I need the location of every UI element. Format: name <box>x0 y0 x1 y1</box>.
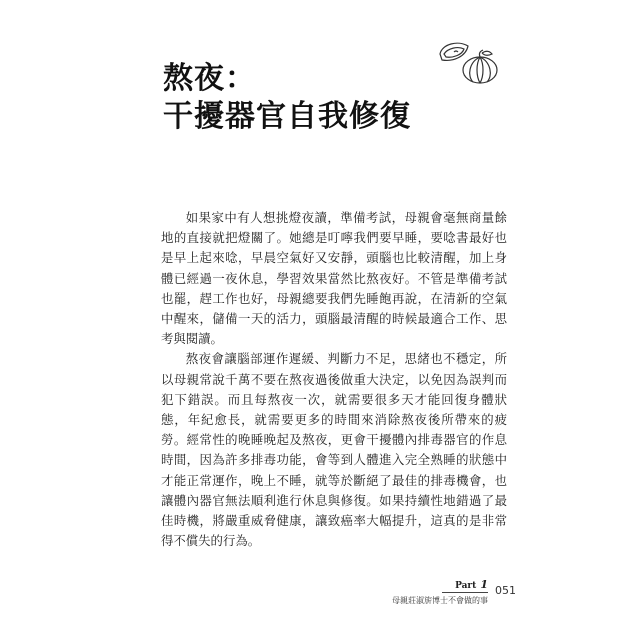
part-label <box>455 578 488 591</box>
running-book-title: 母親莊淑旂博士不會做的事 <box>392 596 488 605</box>
body-text <box>161 208 507 551</box>
paragraph-2: 熬夜會讓腦部運作遲緩、判斷力不足，思緒也不穩定，所以母親常說千萬不要在熬夜過後做重大決定，以免因為誤判而犯下錯誤。而且每熬夜一次，就需要很多天才能回復身體狀態，年紀愈長，就需要更多的時間來消除熬夜後所帶來的疲勞。經常性的晚睡晚起及熬夜，更會干擾體內排毒器官的作息時間，因為許多排毒功能，會等到人體進入完全熟睡的狀態中才能正常運作，晚上不睡，就等於斷絕了最佳的排毒機會，也讓體內器官無法順利進行休息與修復。如果持續性地錯過了最佳時機，將嚴重威脅健康，讓致癌率大幅提升，這真的是非常得不償失的行為。 <box>161 351 507 549</box>
chapter-title-line-1: 熬夜： <box>163 61 256 96</box>
chapter-title-line-2: 干擾器官自我修復 <box>163 99 411 134</box>
page-number: 051 <box>495 584 516 597</box>
footer-divider <box>442 592 488 593</box>
part-label-text: Part <box>455 581 477 591</box>
page-footer <box>370 576 560 616</box>
fruit-illustration <box>436 36 502 86</box>
paragraph-1: 如果家中有人想挑燈夜讀，準備考試，母親會毫無商量餘地的直接就把燈關了。她總是叮嚀我們要早睡，要唸書最好也是早上起來唸，早晨空氣好又安靜，頭腦也比較清醒，加上身體已經過一夜休息，學習效果當然比熬夜好。不管是準備考試也罷，趕工作也好，母親總要我們先睡飽再說，在清新的空氣中醒來，儲備一天的活力，頭腦最清醒的時候最適合工作、思考與閱讀。 <box>161 210 507 347</box>
chapter-title <box>163 60 411 136</box>
part-number: 1 <box>480 578 488 591</box>
